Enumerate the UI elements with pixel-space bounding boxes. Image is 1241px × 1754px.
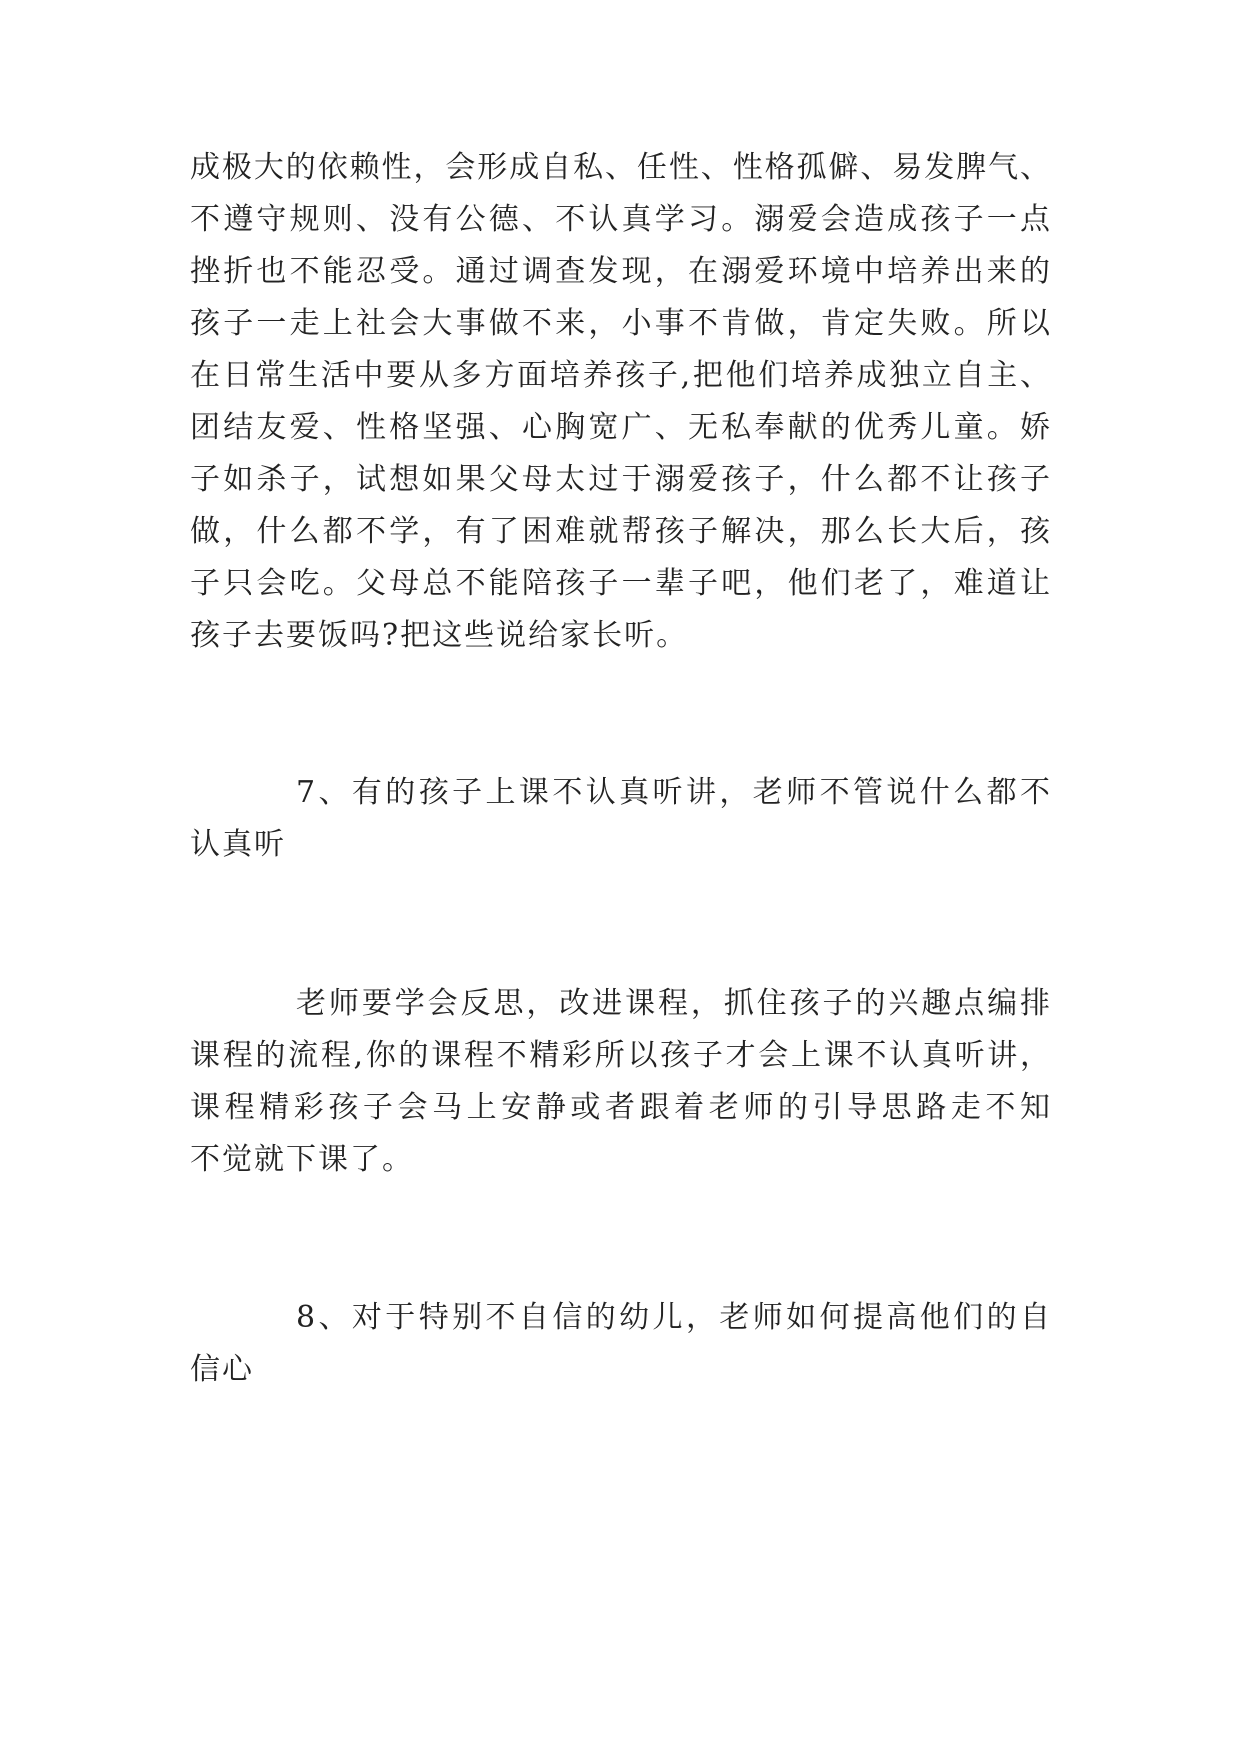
paragraph-1-line-2: 不遵守规则、没有公德、不认真学习。溺爱会造成孩子一点 — [190, 202, 1050, 237]
paragraph-2-line-4: 不觉就下课了。 — [190, 1142, 414, 1177]
paragraph-1-line-10: 孩子去要饭吗?把这些说给家长听。 — [190, 618, 689, 653]
heading-8-line-2: 信心 — [190, 1352, 254, 1387]
heading-7-line-2: 认真听 — [190, 827, 286, 862]
paragraph-1-line-7: 子如杀子，试想如果父母太过于溺爱孩子，什么都不让孩子 — [190, 462, 1050, 497]
paragraph-2-line-1: 老师要学会反思，改进课程，抓住孩子的兴趣点编排 — [296, 986, 1050, 1021]
paragraph-2-line-2: 课程的流程,你的课程不精彩所以孩子才会上课不认真听讲， — [190, 1038, 1050, 1073]
paragraph-1-line-5: 在日常生活中要从多方面培养孩子,把他们培养成独立自主、 — [190, 358, 1050, 393]
paragraph-1-line-4: 孩子一走上社会大事做不来，小事不肯做，肯定失败。所以 — [190, 306, 1050, 341]
paragraph-1-line-3: 挫折也不能忍受。通过调查发现，在溺爱环境中培养出来的 — [190, 254, 1050, 289]
heading-7-line-1: 7、有的孩子上课不认真听讲，老师不管说什么都不 — [296, 775, 1050, 810]
paragraph-1-line-8: 做，什么都不学，有了困难就帮孩子解决，那么长大后，孩 — [190, 514, 1050, 549]
heading-8-line-1: 8、对于特别不自信的幼儿，老师如何提高他们的自 — [296, 1300, 1050, 1335]
paragraph-1-line-1: 成极大的依赖性，会形成自私、任性、性格孤僻、易发脾气、 — [190, 150, 1050, 185]
paragraph-1-line-9: 子只会吃。父母总不能陪孩子一辈子吧，他们老了，难道让 — [190, 566, 1050, 601]
paragraph-2-line-3: 课程精彩孩子会马上安静或者跟着老师的引导思路走不知 — [190, 1090, 1050, 1125]
paragraph-1-line-6: 团结友爱、性格坚强、心胸宽广、无私奉献的优秀儿童。娇 — [190, 410, 1050, 445]
